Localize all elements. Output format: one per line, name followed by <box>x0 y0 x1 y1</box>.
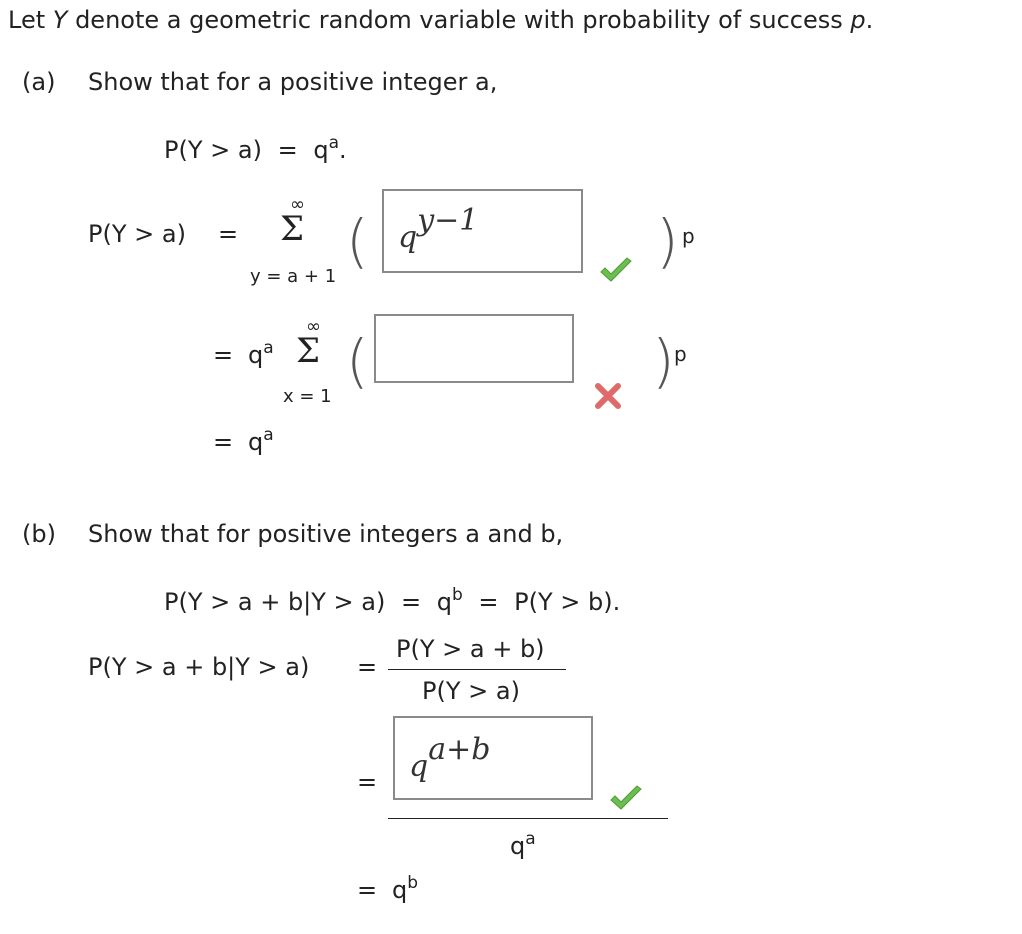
answer1-base: q <box>398 220 418 255</box>
cross-icon <box>594 382 622 410</box>
check-icon <box>599 256 633 284</box>
claim-equals: = <box>277 136 298 164</box>
row3-q-base: q <box>248 428 264 456</box>
sum-upper-limit: ∞ <box>290 194 305 215</box>
sum2-lower-limit: x = 1 <box>283 386 332 407</box>
part-b-claim <box>164 585 621 616</box>
fraction-line <box>388 669 566 670</box>
claim-q: q <box>313 136 329 164</box>
part-a-label: (a) <box>22 68 56 96</box>
row1-lhs: P(Y > a) <box>88 220 186 248</box>
row2-q-base: q <box>248 341 264 369</box>
answer1-exponent: y−1 <box>417 203 479 238</box>
b-claim-equals-1: = <box>401 588 422 616</box>
row1-p: p <box>682 224 695 248</box>
close-paren-2: ) <box>652 327 675 395</box>
b-claim-exponent: b <box>451 585 463 605</box>
open-paren: ( <box>346 207 369 275</box>
intro-text-middle: denote a geometric random variable with probability of success <box>67 6 851 34</box>
part-b-label: (b) <box>22 520 56 548</box>
answer-input-3[interactable] <box>393 716 593 800</box>
sum-lower-limit: y = a + 1 <box>250 266 337 287</box>
fraction-line-2 <box>388 818 668 819</box>
b-row1-equals: = <box>357 653 378 681</box>
b-row2-den-q: q <box>510 832 526 860</box>
row1-equals: = <box>218 220 239 248</box>
answer-input-2[interactable] <box>374 314 574 383</box>
b-row3-q <box>392 873 419 904</box>
close-paren: ) <box>656 207 679 275</box>
claim-period: . <box>338 136 347 164</box>
b-row2-denominator <box>510 829 536 860</box>
sigma2-symbol: Σ <box>296 331 321 371</box>
row2-p: p <box>674 342 687 366</box>
row2-q-exponent: a <box>263 338 274 358</box>
b-row3-q-base: q <box>392 876 408 904</box>
open-paren-2: ( <box>346 327 369 395</box>
claim-exponent: a <box>328 133 339 153</box>
answer3-exponent: a+b <box>428 732 491 767</box>
b-row2-equals: = <box>357 768 378 796</box>
row3-q-exponent: a <box>263 425 274 445</box>
part-a-statement: Show that for a positive integer a, <box>88 68 498 96</box>
fraction-denominator: P(Y > a) <box>422 677 520 705</box>
row3-equals: = <box>213 428 234 456</box>
intro-var-y: Y <box>52 6 68 34</box>
row2-q <box>248 338 274 369</box>
problem-intro <box>8 8 873 32</box>
row3-q <box>248 425 274 456</box>
b-row2-den-exponent: a <box>525 829 536 849</box>
b-row3-q-exponent: b <box>407 873 419 893</box>
b-claim-rhs: P(Y > b). <box>514 588 621 616</box>
intro-text: Let <box>8 6 53 34</box>
intro-period: . <box>865 6 874 34</box>
fraction-numerator: P(Y > a + b) <box>396 635 545 663</box>
sum2-upper-limit: ∞ <box>306 316 321 337</box>
part-a-claim <box>164 133 347 164</box>
b-claim-q: q <box>436 588 452 616</box>
b-claim-equals-2: = <box>478 588 499 616</box>
b-row3-equals: = <box>357 876 378 904</box>
b-row1-lhs: P(Y > a + b|Y > a) <box>88 653 310 681</box>
part-b-statement: Show that for positive integers a and b, <box>88 520 564 548</box>
answer3-base: q <box>409 749 429 784</box>
row2-equals: = <box>213 341 234 369</box>
intro-var-p: p <box>850 6 866 34</box>
sigma-symbol: Σ <box>280 209 305 249</box>
answer-input-1[interactable] <box>382 189 583 273</box>
claim-lhs: P(Y > a) <box>164 136 262 164</box>
b-claim-lhs: P(Y > a + b|Y > a) <box>164 588 386 616</box>
check-icon <box>609 784 643 812</box>
